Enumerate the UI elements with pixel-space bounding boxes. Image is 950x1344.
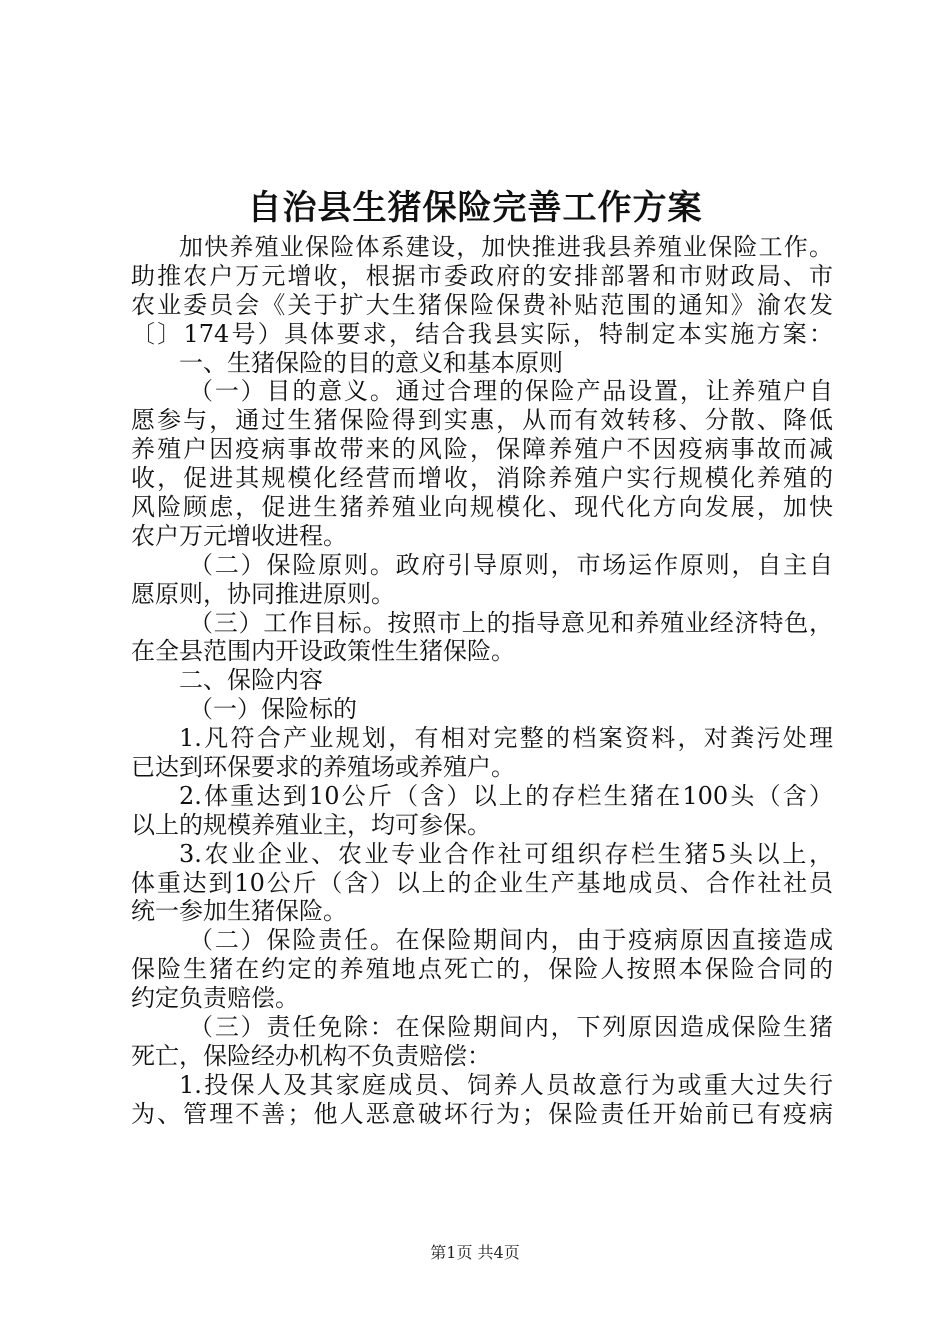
paragraph-line: 2.体重达到10公斤（含）以上的存栏生猪在100头（含） [179,781,833,810]
paragraph-line: 助推农户万元增收，根据市委政府的安排部署和市财政局、市 [131,261,833,290]
paragraph-line: 加快养殖业保险体系建设，加快推进我县养殖业保险工作。 [179,233,833,261]
paragraph-line: 保险生猪在约定的养殖地点死亡的，保险人按照本保险合同的 [131,955,833,984]
paragraph-line: 愿参与，通过生猪保险得到实惠，从而有效转移、分散、降低 [131,406,833,435]
subsection-heading: （一）保险标的 [189,695,357,724]
paragraph-line: 农业委员会《关于扩大生猪保险保费补贴范围的通知》渝农发 [131,290,833,319]
paragraph-line: 〔〕174号）具体要求，结合我县实际，特制定本实施方案： [131,319,833,348]
paragraph-line: 农户万元增收进程。 [131,521,347,550]
document-title: 自治县生猪保险完善工作方案 [247,188,703,228]
section-heading: 二、保险内容 [179,666,323,695]
paragraph-line: （三）责任免除：在保险期间内，下列原因造成保险生猪 [189,1013,833,1042]
paragraph-line: 为、管理不善；他人恶意破坏行为；保险责任开始前已有疫病 [131,1099,833,1128]
paragraph-line: 养殖户因疫病事故带来的风险，保障养殖户不因疫病事故而减 [131,435,833,464]
paragraph-line: 已达到环保要求的养殖场或养殖户。 [131,753,515,782]
paragraph-line: 1.凡符合产业规划，有相对完整的档案资料，对粪污处理 [179,724,833,753]
paragraph-line: 收，促进其规模化经营而增收，消除养殖户实行规模化养殖的 [131,464,833,493]
paragraph-line: 约定负责赔偿。 [131,984,299,1013]
document-body [131,233,833,1129]
paragraph-line: （二）保险责任。在保险期间内，由于疫病原因直接造成 [189,926,833,955]
paragraph-line: （一）目的意义。通过合理的保险产品设置，让养殖户自 [189,377,833,406]
paragraph-line: （三）工作目标。按照市上的指导意见和养殖业经济特色， [189,608,833,637]
paragraph-line: 体重达到10公斤（含）以上的企业生产基地成员、合作社社员 [131,868,833,897]
page-footer: 第1页 共4页 [430,1243,520,1262]
paragraph-line: （二）保险原则。政府引导原则，市场运作原则，自主自 [189,550,833,579]
paragraph-line: 3.农业企业、农业专业合作社可组织存栏生猪5头以上， [179,839,833,868]
paragraph-line: 1.投保人及其家庭成员、饲养人员故意行为或重大过失行 [179,1070,833,1099]
paragraph-line: 愿原则，协同推进原则。 [131,579,395,608]
paragraph-line: 以上的规模养殖业主，均可参保。 [131,810,491,839]
paragraph-line: 死亡，保险经办机构不负责赔偿： [131,1041,491,1070]
paragraph-line: 风险顾虑，促进生猪养殖业向规模化、现代化方向发展，加快 [131,493,833,522]
paragraph-line: 在全县范围内开设政策性生猪保险。 [131,637,515,666]
section-heading: 一、生猪保险的目的意义和基本原则 [179,348,563,377]
paragraph-line: 统一参加生猪保险。 [131,897,347,926]
